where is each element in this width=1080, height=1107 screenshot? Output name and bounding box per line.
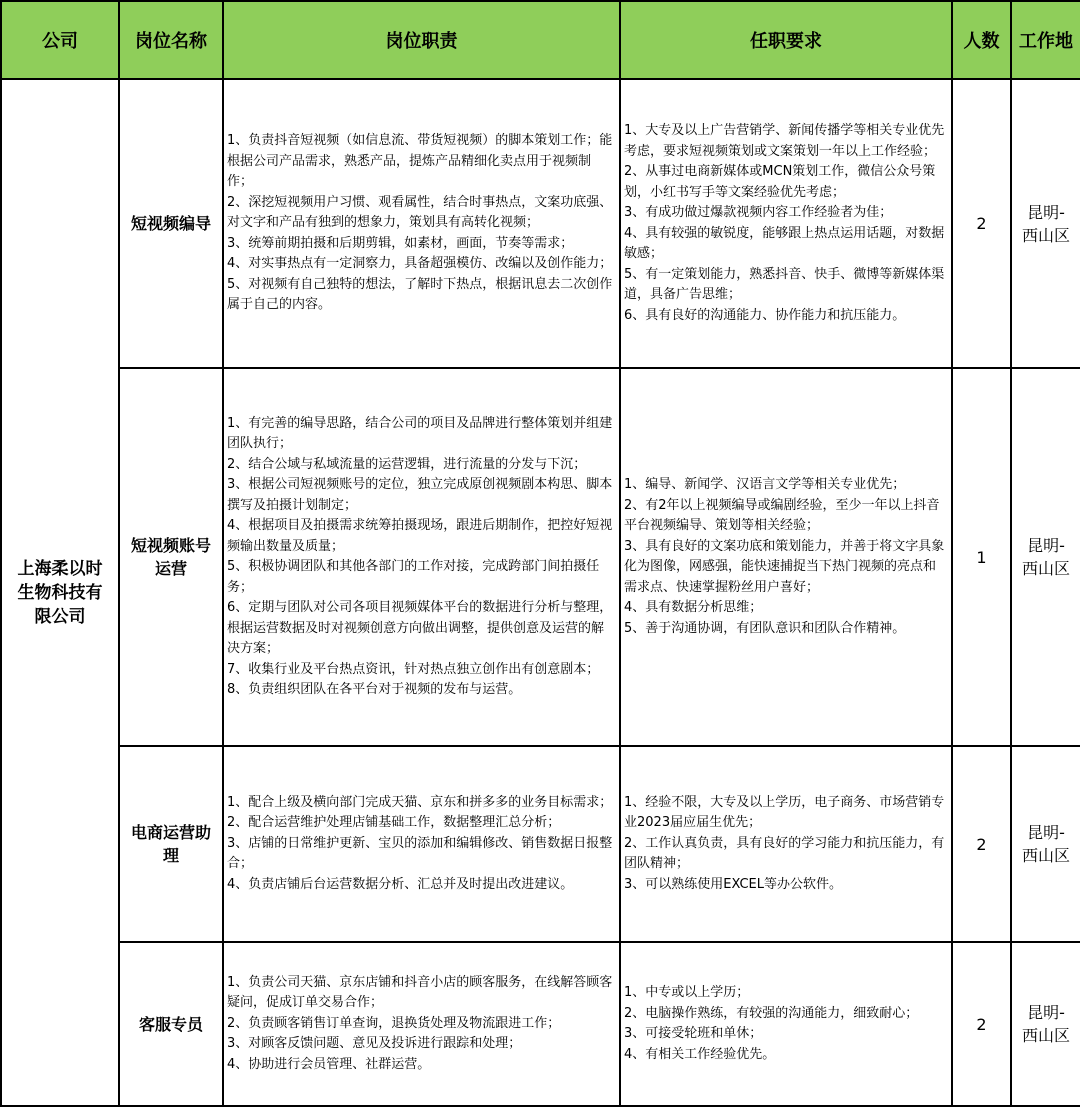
position-name: 短视频编导 <box>130 214 211 233</box>
table-row <box>1 746 1080 942</box>
requirements-cell: 1、中专或以上学历； 2、电脑操作熟练，有较强的沟通能力，细致耐心； 3、可接受轮班和单休； 4、有相关工作经验优先。 <box>620 942 952 1106</box>
header-row <box>1 1 1080 79</box>
location-cell: 昆明- 西山区 <box>1011 79 1080 368</box>
table-row <box>1 368 1080 746</box>
position-name-cell <box>119 746 223 942</box>
requirements-cell: 1、经验不限，大专及以上学历，电子商务、市场营销专业2023届应届生优先； 2、工作认真负责，具有良好的学习能力和抗压能力，有团队精神； 3、可以熟练使用EXCEL等办公软件。 <box>620 746 952 942</box>
requirements-cell: 1、大专及以上广告营销学、新闻传播学等相关专业优先考虑，要求短视频策划或文案策划一年以上工作经验； 2、从事过电商新媒体或MCN策划工作，微信公众号策划，小红书写手等文案经验优先考虑； 3、有成功做过爆款视频内容工作经验者为佳； 4、具有较强的敏锐度，能够跟上热点运用话题，对数据敏感； 5、有一定策划能力，熟悉抖音、快手、微博等新媒体渠道，具备广告思维； 6、具有良好的沟通能力、协作能力和抗压能力。 <box>620 79 952 368</box>
header-duties: 岗位职责 <box>223 1 620 79</box>
table-row <box>1 942 1080 1106</box>
header-location: 工作地 <box>1011 1 1080 79</box>
position-name: 客服专员 <box>138 1014 203 1034</box>
header-requirements: 任职要求 <box>620 1 952 79</box>
location-cell: 昆明- 西山区 <box>1011 368 1080 746</box>
header-company: 公司 <box>1 1 119 79</box>
location-cell: 昆明- 西山区 <box>1011 942 1080 1106</box>
location-cell: 昆明- 西山区 <box>1011 746 1080 942</box>
headcount-cell: 2 <box>952 746 1011 942</box>
requirements-cell: 1、编导、新闻学、汉语言文学等相关专业优先； 2、有2年以上视频编导或编剧经验，至少一年以上抖音平台视频编导、策划等相关经验； 3、具有良好的文案功底和策划能力，并善于将文字具象化为图像，网感强，能快速捕捉当下热门视频的亮点和需求点、快速掌握粉丝用户喜好； 4、具有数据分析思维； 5、善于沟通协调，有团队意识和团队合作精神。 <box>620 368 952 746</box>
duties-cell: 1、负责抖音短视频（如信息流、带货短视频）的脚本策划工作；能根据公司产品需求，熟悉产品，提炼产品精细化卖点用于视频制作； 2、深挖短视频用户习惯、观看属性，结合时事热点，文案功底强、对文字和产品有独到的想象力，策划具有高转化视频； 3、统筹前期拍摄和后期剪辑，如素材，画面，节奏等需求； 4、对实事热点有一定洞察力，具备超强模仿、改编以及创作能力； 5、对视频有自己独特的想法，了解时下热点，根据讯息去二次创作属于自己的内容。 <box>223 79 620 368</box>
duties-cell: 1、负责公司天猫、京东店铺和抖音小店的顾客服务，在线解答顾客疑问，促成订单交易合作； 2、负责顾客销售订单查询，退换货处理及物流跟进工作； 3、对顾客反馈问题、意见及投诉进行跟踪和处理； 4、协助进行会员管理、社群运营。 <box>223 942 620 1106</box>
duties-cell: 1、有完善的编导思路，结合公司的项目及品牌进行整体策划并组建团队执行； 2、结合公域与私域流量的运营逻辑，进行流量的分发与下沉； 3、根据公司短视频账号的定位，独立完成原创视频剧本构思、脚本撰写及拍摄计划制定； 4、根据项目及拍摄需求统筹拍摄现场，跟进后期制作，把控好短视频输出数量及质量； 5、积极协调团队和其他各部门的工作对接，完成跨部门间拍摄任务； 6、定期与团队对公司各项目视频媒体平台的数据进行分析与整理，根据运营数据及时对视频创意方向做出调整，提供创意及运营的解决方案； 7、收集行业及平台热点资讯，针对热点独立创作出有创意剧本； 8、负责组织团队在各平台对于视频的发布与运营。 <box>223 368 620 746</box>
position-name: 短视频账号 运营 <box>130 536 211 578</box>
position-name: 电商运营助 理 <box>130 823 211 865</box>
position-name-cell <box>119 942 223 1106</box>
duties-cell: 1、配合上级及横向部门完成天猫、京东和拼多多的业务目标需求； 2、配合运营维护处理店铺基础工作，数据整理汇总分析； 3、店铺的日常维护更新、宝贝的添加和编辑修改、销售数据日报整合； 4、负责店铺后台运营数据分析、汇总并及时提出改进建议。 <box>223 746 620 942</box>
table-row <box>1 79 1080 368</box>
position-name-cell <box>119 368 223 746</box>
company-name-cell <box>1 79 119 1106</box>
headcount-cell: 2 <box>952 942 1011 1106</box>
headcount-cell: 1 <box>952 368 1011 746</box>
company-name: 上海柔以时 生物科技有 限公司 <box>17 558 103 627</box>
headcount-cell: 2 <box>952 79 1011 368</box>
header-count: 人数 <box>952 1 1011 79</box>
position-name-cell <box>119 79 223 368</box>
header-position: 岗位名称 <box>119 1 223 79</box>
